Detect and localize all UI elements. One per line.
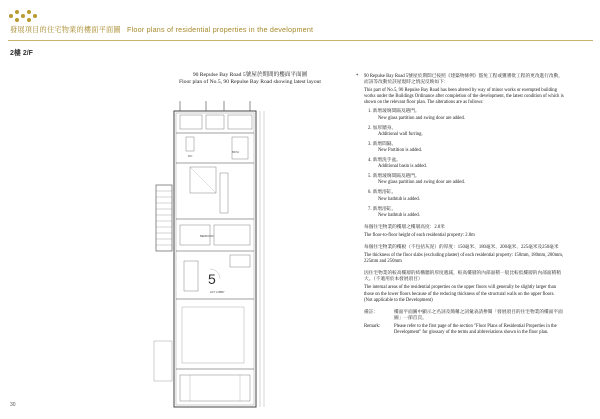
- alteration-en: Additional basin is added.: [378, 164, 427, 170]
- alteration-zh: 1. 新增玻璃間隔及趟門。: [368, 109, 420, 115]
- remark-en-block: [364, 324, 564, 336]
- floor-plan: [150, 93, 280, 413]
- room-label-lift-lobby: LIFT LOBBY: [210, 291, 225, 294]
- alteration-item: [368, 158, 564, 170]
- remark-en: Please refer to the first page of the section "Floor Plans of Residential Properties in the Development" for glossary of the terms and abbreviations shown in the floor plan.: [394, 323, 557, 335]
- alteration-en: New Partition is added.: [378, 147, 423, 153]
- section-title-zh: 發展項目的住宅物業的樓面平面圖: [10, 25, 121, 34]
- section-title: [10, 25, 313, 35]
- plan-title: [120, 72, 380, 86]
- alteration-item: [368, 207, 564, 219]
- alteration-en: Additional wall furring.: [378, 131, 423, 137]
- remark-label-en: Remark:: [364, 323, 381, 329]
- room-label-wc: WC: [188, 155, 193, 158]
- section-title-en: Floor plans of residential properties in the development: [127, 25, 314, 34]
- notes-panel: [356, 74, 564, 336]
- alteration-zh: 3. 新增間隔。: [368, 141, 397, 147]
- slab-thickness-zh: 每個住宅物業的樓板（不包括灰泥）的厚度：150毫米、180毫米、200毫米、225毫米及250毫米: [364, 244, 559, 250]
- internal-area-zh: 因住宅物業的較高樓層的結構牆的厚度遞減，較高樓層的內部面積一般比較低樓層的內部面積稍大。（不適用於本發展項目）: [364, 271, 561, 283]
- alteration-zh: 7. 新增浴缸。: [368, 206, 397, 212]
- alteration-zh: 2. 加厚牆身。: [368, 125, 397, 131]
- room-label-bath: BATH: [232, 151, 239, 154]
- plan-title-zh: 90 Repulse Bay Road 5號屋於期間的樓面平面圖: [192, 72, 308, 78]
- floor-height-zh: 每個住宅物業的樓層之樓層高度：2.8米: [364, 224, 445, 230]
- floor-height-en: The floor-to-floor height of each residential property: 2.8m: [364, 232, 475, 238]
- alteration-en: New glass partition and swing door are added.: [378, 115, 465, 121]
- remark-zh-block: [364, 310, 564, 322]
- header-rule: [8, 40, 593, 41]
- room-label-bedroom: BEDROOM: [200, 235, 214, 238]
- house-number-label: 5: [208, 271, 216, 287]
- alteration-en: New bathtub is added.: [378, 196, 420, 202]
- alteration-item: [368, 126, 564, 138]
- alteration-zh: 6. 新增浴缸。: [368, 190, 397, 196]
- internal-area-note: [364, 271, 564, 303]
- floor-height-note: [364, 225, 564, 239]
- alteration-en: New glass partition and swing door are added.: [378, 180, 465, 186]
- alteration-list: [368, 109, 564, 218]
- alteration-en: New bathtub is added.: [378, 212, 420, 218]
- alteration-item: [368, 109, 564, 121]
- floor-plan-drawing: [150, 93, 280, 413]
- internal-area-en: The internal areas of the residential properties on the upper floors will generally be slightly larger than those on the lower floors because of the reducing thickness of the structural walls on the upper floors. (Not applicable to the Development): [364, 285, 557, 303]
- logo-mark: [9, 10, 37, 22]
- alteration-item: [368, 174, 564, 186]
- plan-title-en: Floor plan of No.5, 90 Repulse Bay Road showing latest layout: [178, 79, 321, 85]
- alteration-item: [368, 142, 564, 154]
- note-intro-zh: 90 Repulse Bay Road 5號屋於期間已按照《建築物條例》豁免工程或獲審批工程的更改進行改動，而該等改動於該屋現時之情況反映如下：: [364, 74, 563, 86]
- page-number: 30: [10, 402, 16, 408]
- alteration-item: [368, 190, 564, 202]
- slab-thickness-note: [364, 245, 564, 265]
- note-intro-en: This part of No.5, 90 Repulse Bay Road has been altered by way of minor works or exempted building works under the Buildings Ordinance after completion of the development, the latest condition of which is shown on the relevant floor plan. The alterations are as follows:: [364, 88, 564, 106]
- remark-zh: 樓面平面圖中顯示之名詞及簡稱之詞彙表請參閱「發展項目的住宅物業的樓面平面圖」一節首頁。: [394, 309, 563, 321]
- note-marker: *: [356, 74, 359, 79]
- floor-label: 2樓 2/F: [10, 50, 33, 57]
- alteration-zh: 5. 新增玻璃間隔及趟門。: [368, 174, 420, 180]
- slab-thickness-en: The thickness of the floor slabs (excluding plaster) of each residential property: 150mm, 180mm, 200mm, 225mm and 250mm: [364, 253, 564, 265]
- alteration-zh: 4. 新增洗手盆。: [368, 158, 401, 164]
- remark-label-zh: 備註：: [364, 309, 379, 315]
